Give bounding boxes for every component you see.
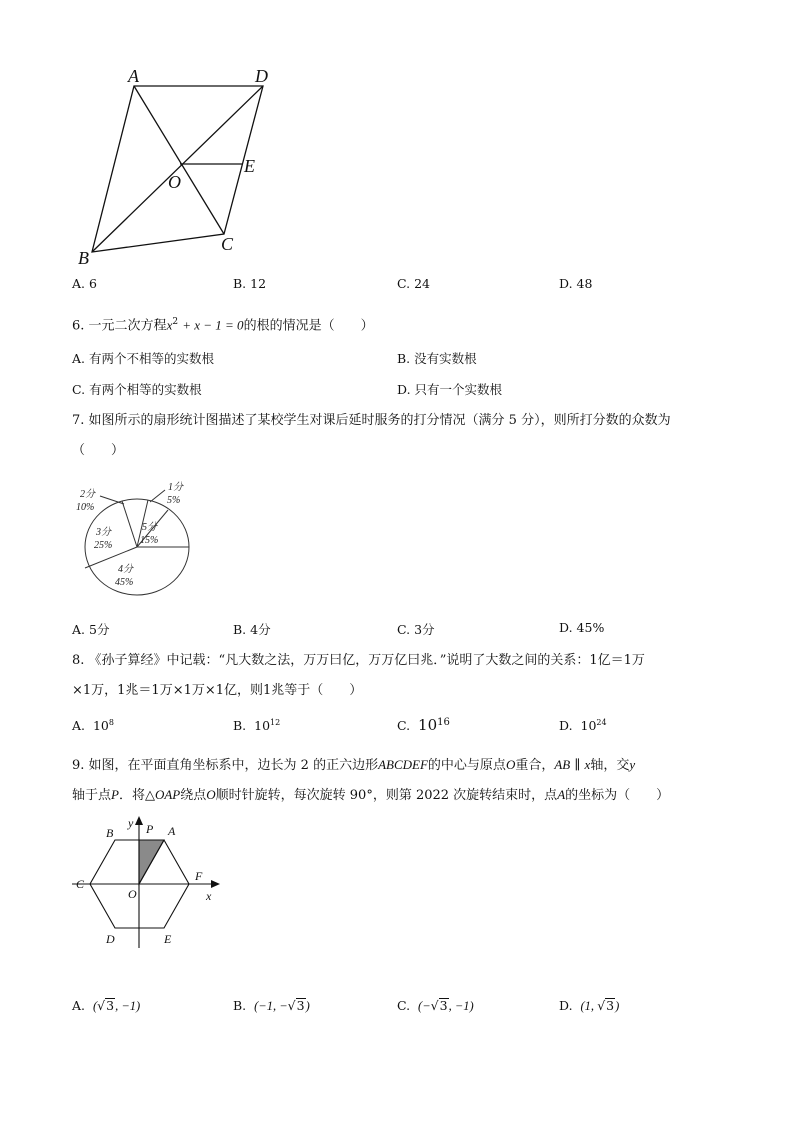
question-number: 6. [72,318,85,334]
stem-text: 绕点 [180,788,207,803]
eq-sup: 2 [172,317,179,327]
q9-option-a[interactable] [72,998,140,1014]
sqrt-icon: √ [287,998,296,1013]
coord-post: , −1) [115,999,141,1013]
leader-line [150,490,165,502]
q7-option-c[interactable] [397,620,435,638]
label-o: O [128,887,137,901]
label-b: B [106,826,114,840]
option-text: 45% [576,620,605,635]
stem-text: ．将△ [118,788,155,803]
radicand: 3 [439,998,448,1013]
stem-math: P [111,787,119,802]
power-exponent: 16 [437,716,450,728]
power-exponent: 24 [596,718,607,727]
coord-post: ) [305,999,310,1013]
label-o: O [168,172,181,192]
option-letter: C. [397,276,411,291]
q8-option-d[interactable] [559,718,607,733]
pie-label-4-score: 4分 [118,564,133,575]
stem-text: 轴，交 [590,758,630,773]
option-letter: B. [233,998,247,1013]
diagonal-bd [92,86,263,252]
power-base: 10 [580,718,597,734]
pie-chart [70,480,200,600]
q8-stem-line1 [72,652,645,670]
q9-stem-line2 [72,786,669,805]
option-letter: C. [397,718,411,733]
q8-stem-line2 [72,682,362,700]
q7-option-d[interactable] [559,620,604,635]
option-letter: D. [397,382,411,397]
eq-rest: + x − 1 = 0 [182,317,244,333]
option-letter: A. [72,998,86,1013]
sqrt-icon: √ [597,998,606,1013]
stem-math: OAP [154,787,181,802]
label-e: E [244,156,255,176]
stem-math: O [206,787,216,802]
sqrt-icon: √ [430,998,439,1013]
option-letter: B. [397,351,411,366]
q6-option-b[interactable] [397,349,477,367]
pie-label-1-pct: 5% [167,495,181,506]
pie-label-5-score: 5分 [142,522,157,533]
option-text: 只有一个实数根 [414,382,503,397]
q8-option-a[interactable] [72,718,114,733]
coord-post: ) [615,999,620,1013]
stem-suffix: 的根的情况是（ ） [243,318,374,334]
label-e: E [164,932,172,946]
coord-pre: ( [92,999,98,1013]
option-letter: C. [72,382,86,397]
option-letter: C. [397,998,411,1013]
stem-text: 轴于点 [72,788,112,803]
q7-stem-line1 [72,412,671,430]
pie-label-5-pct: 15% [140,535,159,546]
stem-math: y [629,757,636,772]
option-letter: A. [72,276,86,291]
q6-stem [72,313,374,335]
pie-label-3-score: 3分 [96,527,111,538]
stem-text: 如图，在平面直角坐标系中，边长为 2 的正六边形 [88,758,379,773]
q5-option-b[interactable] [233,276,266,291]
option-text: 有两个不相等的实数根 [89,351,215,366]
option-letter: D. [559,998,573,1013]
q6-option-a[interactable] [72,349,214,367]
label-a: A [168,824,176,838]
q8-option-c[interactable] [397,716,450,734]
q9-option-d[interactable] [559,998,619,1014]
stem-text: ×1万，1兆＝1万×1万×1亿，则1兆等于（ ） [72,683,363,698]
q5-option-c[interactable] [397,276,430,291]
pie-label-4-pct: 45% [115,577,134,588]
option-text: 6 [89,276,97,291]
label-c: C [221,234,234,254]
question-number: 7. [72,413,85,428]
stem-math: AB [554,757,571,772]
option-text: 没有实数根 [414,351,477,366]
q9-stem-line1 [72,756,635,775]
radicand: 3 [606,998,615,1013]
option-text: 48 [576,276,593,291]
option-letter: A. [72,351,86,366]
label-p: P [146,822,154,836]
label-d: D [255,66,268,86]
leader-line [100,496,124,504]
option-text: 有两个相等的实数根 [89,382,202,397]
stem-text: 重合， [515,758,555,773]
radicand: 3 [296,998,305,1013]
x-axis-arrow-icon [211,880,220,888]
power-base: 10 [418,716,438,734]
option-letter: A. [72,718,86,734]
option-letter: B. [233,276,247,291]
label-c: C [76,877,85,891]
pie-label-2-score: 2分 [80,489,95,500]
q9-option-c[interactable] [397,998,474,1014]
option-letter: A. [72,622,86,637]
stem-math: A [557,787,566,802]
option-letter: D. [559,276,573,291]
hexagon-figure [68,812,228,952]
option-text: 5分 [89,622,110,637]
coord-pre: (− [418,999,431,1013]
q7-option-a[interactable] [72,620,109,638]
option-text: 24 [414,276,430,291]
power-base: 10 [92,718,109,734]
option-letter: D. [559,718,573,734]
stem-math: ABCDEF [378,757,428,772]
power-exponent: 8 [108,718,114,727]
coord-pre: (−1, − [254,999,288,1013]
q8-option-b[interactable] [233,718,280,733]
label-b: B [78,248,89,268]
option-letter: D. [559,620,573,635]
label-y: y [128,816,134,830]
stem-text: 顺时针旋转，每次旋转 90°，则第 2022 次旋转结束时，点 [215,788,558,803]
pie-label-1-score: 1分 [168,482,183,493]
label-f: F [195,869,203,883]
stem-text: 的中心与原点 [427,758,506,773]
stem-prefix: 一元二次方程 [88,318,167,334]
q5-option-d[interactable] [559,276,592,291]
label-x: x [206,889,212,903]
q7-stem-line2 [72,442,124,460]
rhombus-figure [70,60,300,270]
option-letter: C. [397,622,411,637]
q7-option-b[interactable] [233,620,271,638]
stem-text: 《孙子算经》中记载：“凡大数之法，万万曰亿，万万亿曰兆．”说明了大数之间的关系：1亿＝1万 [88,653,645,668]
sqrt-icon: √ [97,998,106,1013]
option-text: 3分 [414,622,435,637]
pie-label-3-pct: 25% [94,540,113,551]
q5-option-a[interactable] [72,276,97,291]
power-exponent: 12 [270,718,281,727]
y-axis-arrow-icon [135,816,143,825]
q6-option-d[interactable] [397,380,502,398]
q9-option-b[interactable] [233,998,310,1014]
eq-x: x [166,317,173,333]
stem-text: 如图所示的扇形统计图描述了某校学生对课后延时服务的打分情况（满分 5 分），则所打分数的众数为 [88,413,671,428]
stem-text: 的坐标为（ ） [565,788,670,803]
label-d: D [106,932,115,946]
q6-option-c[interactable] [72,380,202,398]
pie-label-2-pct: 10% [76,502,95,513]
option-letter: B. [233,718,247,734]
option-text: 12 [250,276,267,291]
stem-math: ∥ [574,758,581,773]
power-base: 10 [254,718,271,734]
coord-post: , −1) [448,999,474,1013]
question-number: 9. [72,758,85,773]
diagonal-ac [134,86,224,234]
coord-pre: (1, [580,999,598,1013]
option-text: 4分 [250,622,271,637]
label-a: A [128,66,139,86]
stem-math: O [505,757,516,772]
option-letter: B. [233,622,247,637]
radicand: 3 [106,998,115,1013]
pie-divider [122,501,137,547]
stem-math: x [584,757,591,772]
question-number: 8. [72,653,85,668]
answer-parens: （ ） [72,443,125,458]
